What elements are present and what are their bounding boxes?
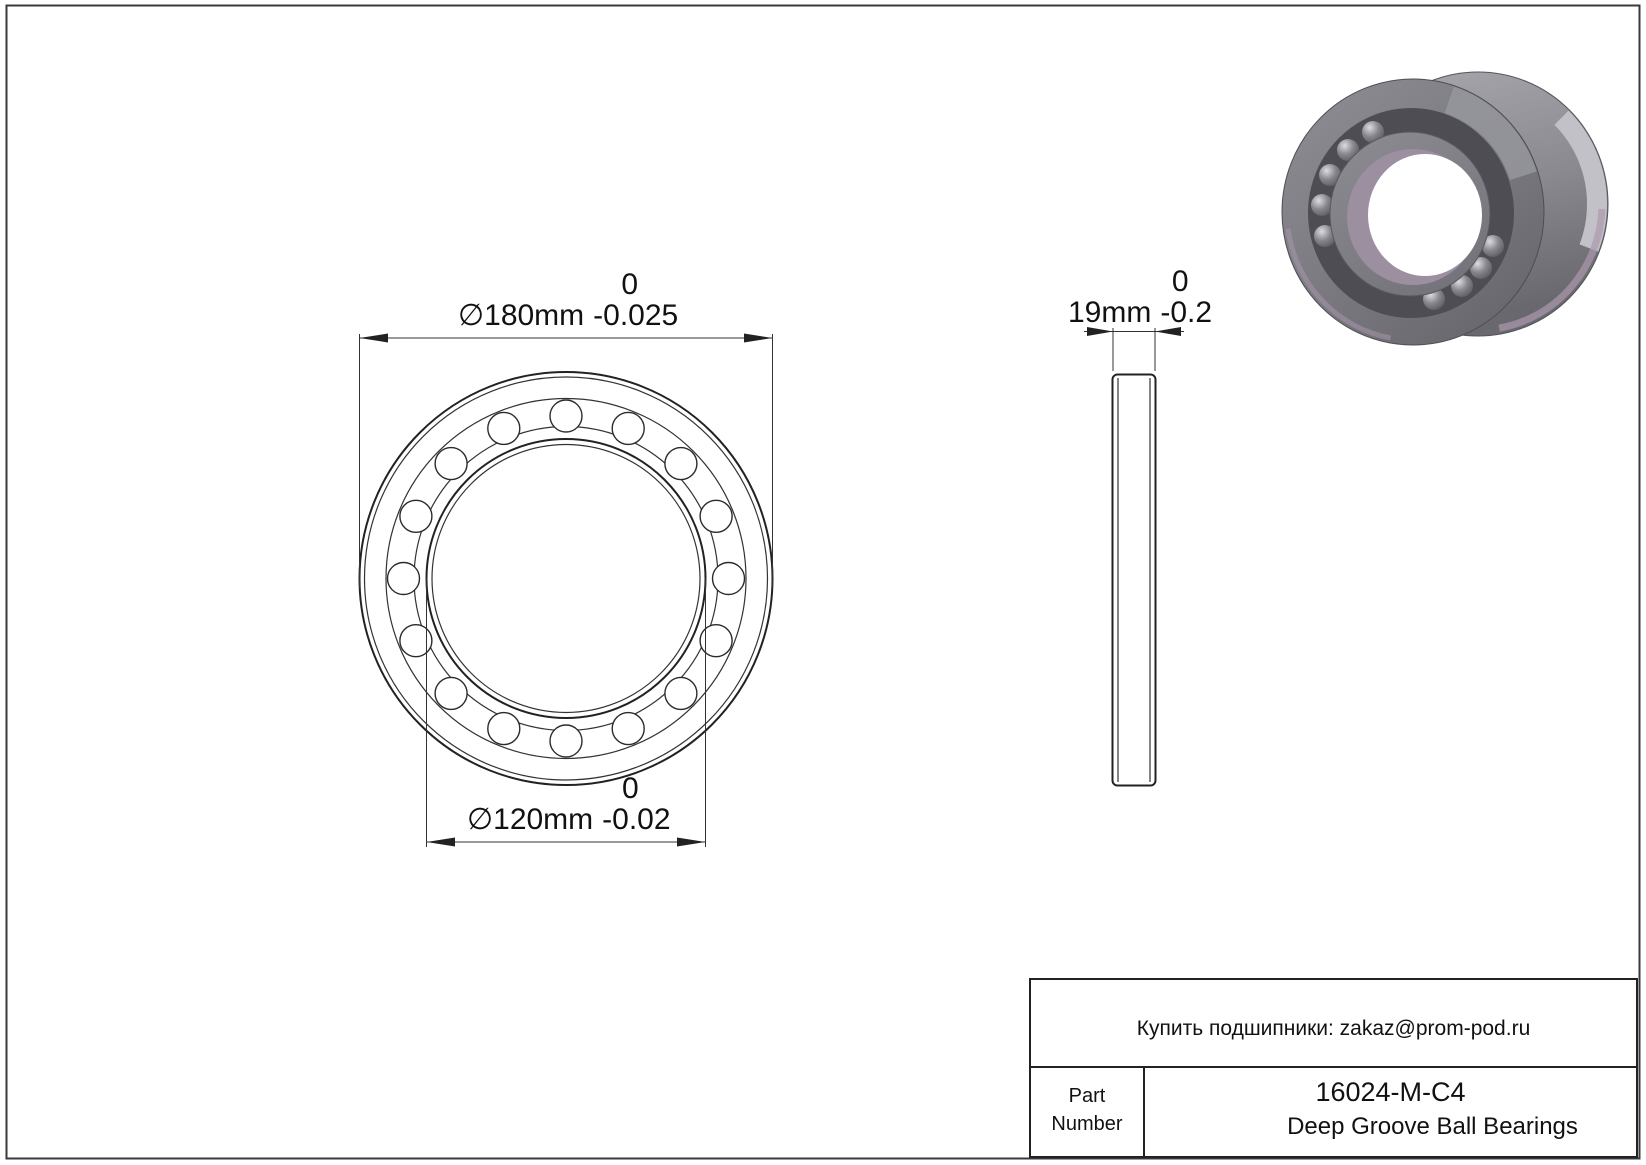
ball bbox=[612, 713, 644, 745]
ball bbox=[435, 677, 467, 709]
outer-chamfer-circle bbox=[365, 377, 768, 780]
ball bbox=[550, 725, 582, 757]
ball bbox=[612, 412, 644, 444]
contact-text: Купить подшипники: zakaz@prom-pod.ru bbox=[1136, 1017, 1531, 1040]
part-row bbox=[1031, 1068, 1636, 1156]
outer-diameter-circle bbox=[360, 372, 773, 785]
dim-width-label bbox=[1068, 267, 1212, 328]
ball bbox=[665, 448, 697, 480]
ball bbox=[488, 713, 520, 745]
side-view bbox=[1113, 375, 1156, 786]
front-view bbox=[360, 372, 773, 785]
ball bbox=[700, 500, 732, 532]
bore-chamfer-circle bbox=[432, 445, 700, 713]
dim-width-tolerance-stack bbox=[1160, 267, 1212, 328]
bore-circle bbox=[427, 439, 706, 718]
ball bbox=[400, 500, 432, 532]
bearing-3d-render bbox=[1282, 72, 1608, 345]
ball bbox=[665, 677, 697, 709]
arrowhead-right bbox=[744, 334, 773, 343]
tolerance-lower: -0.025 bbox=[593, 298, 679, 332]
ball bbox=[488, 412, 520, 444]
side-section-outline bbox=[1113, 375, 1156, 786]
dim-outer-value: ∅180mm bbox=[458, 298, 585, 332]
dim-width bbox=[1084, 327, 1184, 371]
ball bbox=[550, 400, 582, 432]
tolerance-upper: 0 bbox=[622, 772, 639, 805]
ball bbox=[700, 625, 732, 657]
ball bbox=[400, 625, 432, 657]
contact-row bbox=[1031, 980, 1636, 1068]
ball bbox=[713, 563, 745, 595]
dim-bore-label bbox=[467, 774, 671, 835]
product-type: Deep Groove Ball Bearings bbox=[1287, 1113, 1578, 1140]
dim-outer-tolerance-stack bbox=[593, 270, 678, 331]
arrowhead-left bbox=[427, 838, 456, 847]
part-number: 16024-M-C4 bbox=[1315, 1077, 1466, 1107]
title-block bbox=[1029, 978, 1638, 1158]
dim-bore-tolerance-stack bbox=[602, 774, 670, 835]
dim-width-value: 19mm bbox=[1068, 295, 1152, 329]
dim-bore-value: ∅120mm bbox=[467, 802, 594, 836]
tolerance-upper: 0 bbox=[1171, 265, 1189, 298]
bearing-balls bbox=[388, 400, 745, 757]
ball bbox=[388, 563, 420, 595]
part-label-cell: Part Number bbox=[1031, 1068, 1145, 1156]
part-value-cell bbox=[1145, 1068, 1636, 1156]
tolerance-lower: -0.2 bbox=[1160, 295, 1213, 329]
tolerance-upper: 0 bbox=[621, 268, 639, 301]
dim-outer-label bbox=[458, 270, 678, 331]
arrowhead-left bbox=[360, 334, 389, 343]
arrowhead-right bbox=[677, 838, 706, 847]
ball bbox=[435, 448, 467, 480]
render-bore-hole bbox=[1368, 154, 1482, 276]
tolerance-lower: -0.02 bbox=[602, 802, 671, 836]
